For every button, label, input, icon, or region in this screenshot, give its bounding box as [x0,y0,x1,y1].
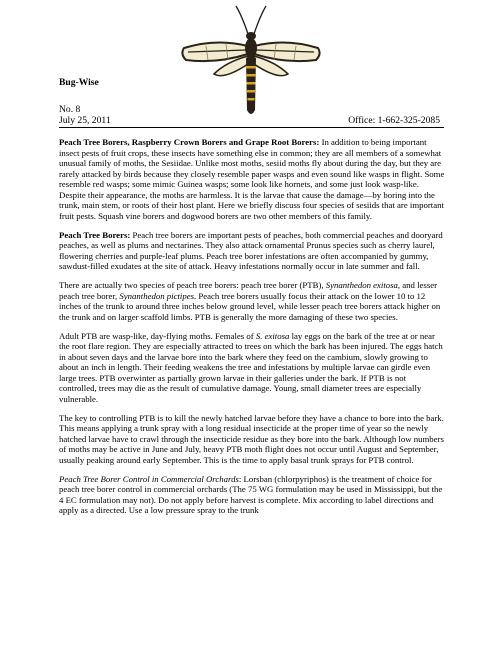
paragraph-heading: Peach Tree Borer Control in Commercial Orchards [59,473,239,484]
paragraph-heading: Peach Tree Borers, Raspberry Crown Borers and Grape Root Borers: [59,137,320,147]
species-name: S. exitosa [255,330,290,341]
clearwing-moth-icon [176,2,326,120]
paragraph-text: , and lesser peach tree borer, [59,280,438,301]
paragraph-text: lay eggs on the bark of the tree at or near the root flare region. They are especially attracted to trees on which the bark has been injured. The eggs hatch in about seven days and the larvae bore into the bark where they feed on the cambium, slowly growing to about an inch in length. Their feeding weakens the tree and infestations by multiple larvae can girdle even large trees. PTB overwinter as partially grown larvae in their galleries under the bark. If PTB is not controlled, trees may die as the result of cumulative damage. Young, small diameter trees are especially vulnerable. [59,330,443,404]
paragraph-sesiid-intro [59,137,445,221]
paragraph-text: In addition to being important insect pests of fruit crops, these insects have something else in common; they are all members of a somewhat unusual family of moths, the Sesiidae. Unlike most moths, sesiid moths fly about during the day, but they are rarely attacked by birds because they closely resemble paper wasps and even sound like wasps in flight. Some resemble red wasps; some mimic Guinea wasps; some look like hornets, and some just look wasp-like. Despite their appearance, the moths are harmless. It is the larvae that cause the damage—by boring into the trunk, main stem, or roots of their host plant. Here we briefly discuss four species of sesiids that are important fruit pests. Squash vine borers and dogwood borers are two other members of this family. [59,137,445,221]
paragraph-two-species [59,280,445,322]
paragraph-peach-tree-borers [59,230,445,272]
office-phone: Office: 1-662-325-2085 [348,115,440,126]
paragraph-adult-ptb [59,331,445,405]
species-name: Synanthedon exitosa [325,280,398,290]
article-body [59,137,445,524]
paragraph-text: . Peach tree borers usually focus their attack on the lower 10 to 12 inches of the trunk to around three inches below ground level, while lesser peach tree borers attack higher on the trunk and on larger scaffold limbs. PTB is generally the more damaging of these two species. [59,290,441,322]
newsletter-title: Bug-Wise [59,77,99,88]
species-name: Synanthedon pictipes [119,290,194,301]
issue-number: No. 8 [59,104,81,115]
paragraph-text: : Lorsban (chlorpyriphos) is the treatment of choice for peach tree borer control in commercial orchards (The 75 WG formulation may be used in Mississippi, but the 4 EC formulation may not). Do not apply before harvest is complete. Mix according to label directions and apply as a directed. Use a low pressure spray to the trunk [59,473,443,515]
issue-date: July 25, 2011 [59,115,111,126]
paragraph-commercial-control [59,474,445,516]
paragraph-text: There are actually two species of peach tree borers: peach tree borer (PTB), [59,280,326,290]
paragraph-text: The key to controlling PTB is to kill the newly hatched larvae before they have a chance to bore into the bark. This means applying a trunk spray with a long residual insecticide at the proper time of year so the newly hatched larvae have to crawl through the insecticide residue as they bore into the bark. Although low numbers of moths may be active in June and July, heavy PTB moth flight does not occur until August and September, usually peaking around early September. This is the time to apply basal trunk sprays for PTB control. [59,412,444,465]
paragraph-text: Peach tree borers are important pests of peaches, both commercial peaches and dooryard peaches, as well as plums and nectarines. They also attack ornamental Prunus species such as cherry laurel, flowering cherries and purple-leaf plums. Peach tree borer infestations are often accompanied by gummy, sawdust-filled exudates at the site of attack. Heavy infestations normally occur in late summer and fall. [59,229,443,271]
paragraph-control-key [59,413,445,466]
header-divider [59,127,444,128]
paragraph-text: Adult PTB are wasp-like, day-flying moths. Females of [59,330,256,341]
paragraph-heading: Peach Tree Borers: [59,229,131,240]
